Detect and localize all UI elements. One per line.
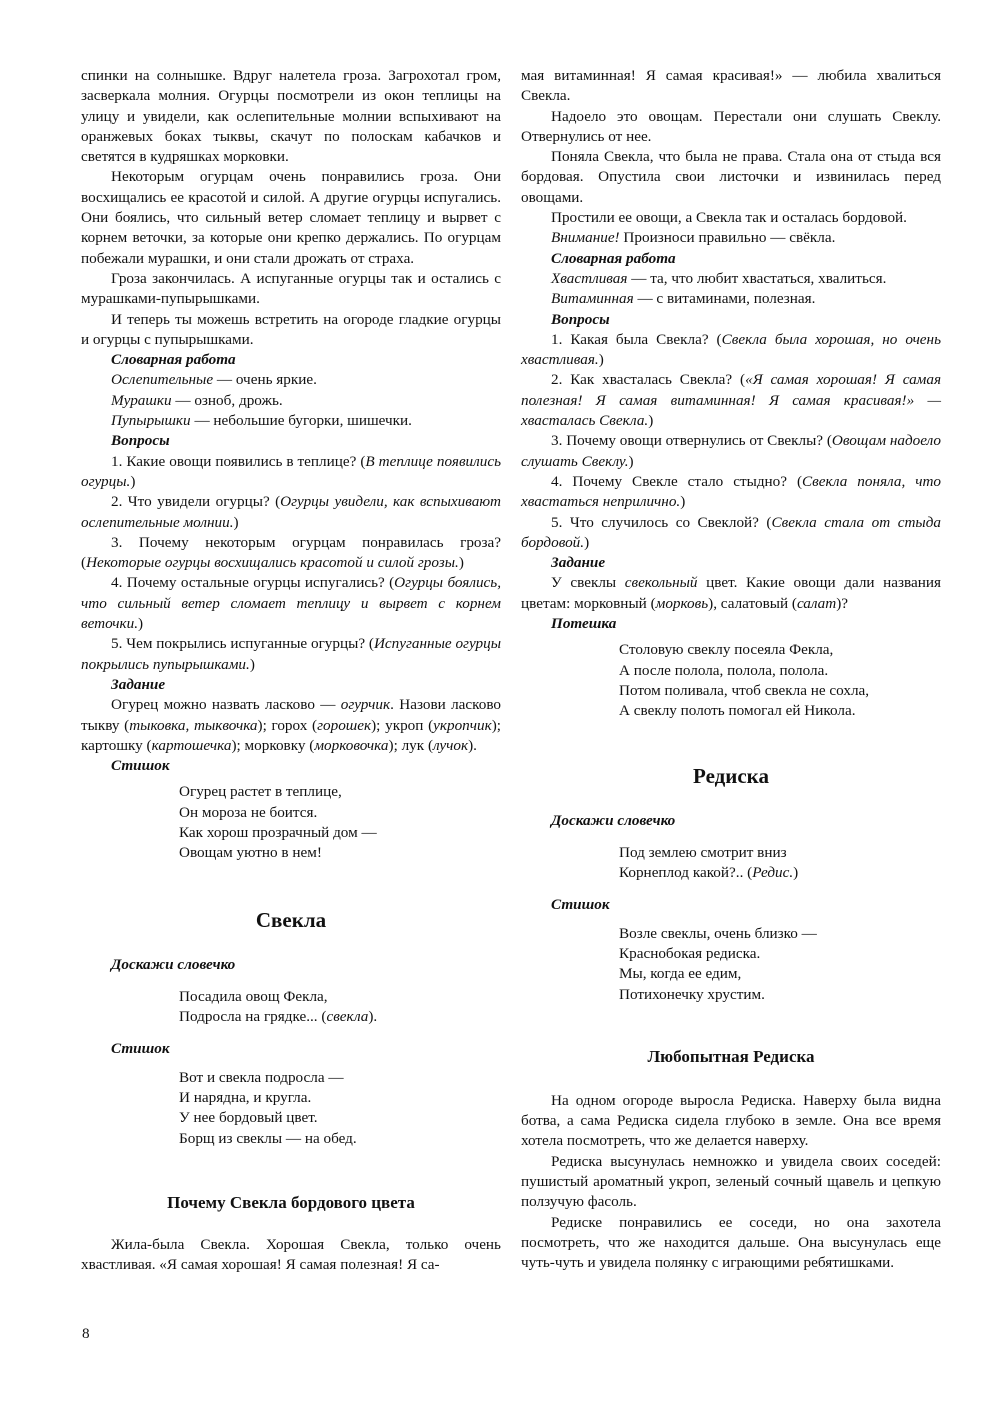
poem-line: Краснобокая редиска. (619, 944, 761, 962)
section-label: Доскажи словечко (111, 955, 236, 973)
right-column (521, 66, 941, 1274)
section-label: Задание (551, 554, 606, 572)
section-label: Словарная работа (551, 249, 676, 267)
section-label: Задание (111, 675, 166, 693)
paragraph: Поняла Свекла, что была не права. Стала она от стыда вся бордовая. Опустила свои листочки и извинилась перед овощами. (521, 148, 941, 206)
vocab-item: Ослепительные — очень яркие. (111, 371, 317, 389)
story-title: Почему Свекла бордового цвета (167, 1192, 415, 1212)
section-label: Потешка (551, 615, 617, 633)
page-number: 8 (82, 1325, 90, 1342)
question: 5. Что случилось со Свеклой? (Свекла стала от стыда бордовой.) (521, 513, 941, 551)
paragraph: спинки на солнышке. Вдруг налетела гроза. Загрохотал гром, засверкала молния. Огурцы посмотрели из окон теплицы на улицу и увидели, как ослепительные молнии вспыхивают на оранжевых боках тыквы, скачут по полоскам кабачков и светятся в кудряшках морковки. (81, 67, 501, 166)
section-label: Доскажи словечко (551, 811, 676, 829)
paragraph: Жила-была Свекла. Хорошая Свекла, только очень хвастливая. «Я самая хорошая! Я самая полезная! Я са- (81, 1235, 501, 1274)
section-label: Стишок (111, 757, 170, 775)
riddle (521, 843, 941, 884)
poem-line: Вот и свекла подросла — (179, 1068, 344, 1086)
question: 2. Как хвасталась Свекла? («Я самая хорошая! Я самая полезная! Я самая витаминная! Я самая красивая!» — хвасталась Свекла.) (521, 371, 942, 430)
paragraph: И теперь ты можешь встретить на огороде гладкие огурцы и огурцы с пупырышками. (81, 310, 501, 348)
section-label: Стишок (111, 1040, 170, 1058)
poem-line: Борщ из свеклы — на обед. (179, 1129, 357, 1147)
paragraph: Редиске понравились ее соседи, но она захотела посмотреть, что же находится дальше. Она высунулась еще чуть-чуть и увидела полянку с играющими ребятишками. (521, 1213, 941, 1272)
paragraph: На одном огороде выросла Редиска. Наверху была видна ботва, а сама Редиска сидела глубоко в земле. Она все время хотела посмотреть, что же делается наверху. (521, 1091, 941, 1150)
poem-line: Потихонечку хрустим. (619, 985, 765, 1003)
poem (81, 782, 501, 863)
section-label: Стишок (551, 896, 610, 914)
vocab-item: Витаминная — с витаминами, полезная. (551, 290, 816, 308)
task-text: У свеклы свекольный цвет. Какие овощи дали названия цветам: морковный (морковь), салатовый (салат)? (521, 574, 941, 612)
vocab-item: Мурашки — озноб, дрожь. (111, 391, 283, 409)
poem-line: Мы, когда ее едим, (619, 965, 742, 983)
paragraph: Гроза закончилась. А испуганные огурцы так и остались с мурашками-пупырышками. (81, 269, 501, 308)
question: 2. Что увидели огурцы? (Огурцы увидели, как вспыхивают ослепительные молнии.) (81, 493, 502, 531)
poem-line: Как хорош прозрачный дом — (179, 823, 377, 841)
question: 3. Почему овощи отвернулись от Свеклы? (Овощам надоело слушать Свеклу.) (521, 432, 941, 470)
riddle-line: Под землею смотрит вниз (619, 843, 787, 861)
task-text: Огурец можно назвать ласково — огурчик. Назови ласково тыкву (тыковка, тыквочка); горох (горошек); укроп (укропчик); картошку (картошечка); морковку (морковочка); лук (лучок). (81, 696, 502, 754)
question: 5. Чем покрылись испуганные огурцы? (Испуганные огурцы покрылись пупырышками.) (81, 635, 501, 673)
riddle (81, 987, 501, 1028)
attention-note: Внимание! Произноси правильно — свёкла. (551, 229, 836, 247)
paragraph: Некоторым огурцам очень понравились гроза. Они восхищались ее красотой и силой. А другие огурцы испугались. Они боялись, что сильный ветер сломает теплицу и вырвет с корнем веточки, за которые они крепко держались. По огурцам побежали мурашки, и они стали дрожать от страха. (81, 168, 501, 267)
poem-line: Потом поливала, чтоб свекла не сохла, (619, 681, 870, 699)
poem-line: Огурец растет в теплице, (179, 783, 342, 801)
poem-line: Возле свеклы, очень близко — (619, 924, 817, 942)
paragraph: Простили ее овощи, а Свекла так и осталась бордовой. (551, 209, 907, 227)
vocab-item: Пупырышки — небольшие бугорки, шишечки. (111, 412, 412, 430)
question: 4. Почему остальные огурцы испугались? (Огурцы боялись, что сильный ветер сломает теплицу и вырвет с корнем веточки.) (81, 574, 501, 633)
riddle-line: Посадила овощ Фекла, (179, 987, 328, 1005)
poem (521, 924, 941, 1005)
section-title: Свекла (255, 907, 327, 932)
section-title: Редиска (693, 763, 769, 788)
story-title: Любопытная Редиска (647, 1046, 815, 1066)
question: 1. Какие овощи появились в теплице? (В теплице появились огурцы.) (81, 452, 501, 490)
riddle-line: Корнеплод какой?.. (Редис.) (619, 864, 799, 882)
paragraph: мая витаминная! Я самая красивая!» — любила хвалиться Свекла. (521, 67, 941, 105)
vocab-item: Хвастливая — та, что любит хвастаться, хвалиться. (551, 269, 887, 287)
poem-line: Овощам уютно в нем! (179, 844, 322, 862)
poem-line: А свеклу полоть помогал ей Никола. (619, 702, 856, 720)
poem (81, 1068, 501, 1149)
section-label: Вопросы (111, 432, 170, 450)
paragraph: Надоело это овощам. Перестали они слушать Свеклу. Отвернулись от нее. (521, 107, 941, 145)
question: 4. Почему Свекле стало стыдно? (Свекла поняла, что хвастаться неприлично.) (521, 472, 942, 511)
poem-line: Столовую свеклу посеяла Фекла, (619, 641, 834, 659)
riddle-line: Подросла на грядке... (свекла). (179, 1008, 378, 1026)
section-label: Словарная работа (111, 351, 236, 369)
paragraph: Редиска высунулась немножко и увидела своих соседей: пушистый ароматный укроп, зеленый сочный щавель и цепкую ползучую фасоль. (521, 1152, 941, 1211)
question: 1. Какая была Свекла? (Свекла была хорошая, но очень хвастливая.) (521, 330, 941, 369)
section-label: Вопросы (551, 310, 610, 328)
question: 3. Почему некоторым огурцам понравилась гроза? (Некоторые огурцы восхищались красотой и силой грозы.) (81, 533, 501, 572)
poem-line: Он мороза не боится. (179, 803, 318, 821)
left-column (81, 66, 501, 1276)
poem-line: А после полола, полола, полола. (619, 661, 829, 679)
poem-line: И нарядна, и кругла. (179, 1089, 312, 1107)
nursery-rhyme (521, 640, 941, 721)
poem-line: У нее бордовый цвет. (179, 1109, 318, 1127)
